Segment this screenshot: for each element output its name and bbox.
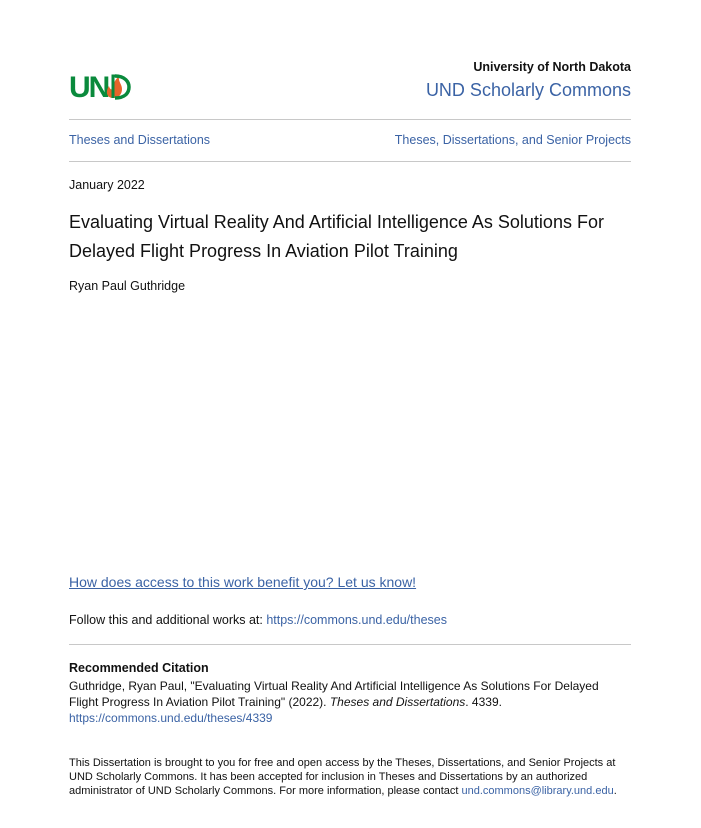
citation-series: Theses and Dissertations xyxy=(329,695,466,709)
benefit-feedback-link[interactable]: How does access to this work benefit you? Let us know! xyxy=(69,574,417,590)
citation-url-link[interactable]: https://commons.und.edu/theses/4339 xyxy=(69,711,273,725)
publication-date: January 2022 xyxy=(69,178,145,192)
und-logo[interactable] xyxy=(69,70,139,102)
citation-heading: Recommended Citation xyxy=(69,661,209,675)
footer-end: . xyxy=(613,785,617,797)
theses-senior-projects-link[interactable]: Theses, Dissertations, and Senior Projects xyxy=(394,133,631,147)
institution-name: University of North Dakota xyxy=(473,60,631,74)
divider-top xyxy=(69,119,631,120)
divider-citation xyxy=(69,644,631,645)
contact-email-link[interactable]: und.commons@library.und.edu xyxy=(461,785,614,797)
und-flame-logo-icon xyxy=(69,70,135,102)
author-name: Ryan Paul Guthridge xyxy=(69,279,186,293)
access-footer xyxy=(69,756,631,798)
follow-url-link[interactable]: https://commons.und.edu/theses xyxy=(266,613,447,627)
footer-text: This Dissertation is brought to you for free and open access by the Theses, Dissertations, and Senior Projects at UND Scholarly Commons. It has been accepted for inclusion in Theses and Dissertations by an authorized administrator of UND Scholarly Commons. For more information, please contact xyxy=(69,757,616,797)
citation-text: Guthridge, Ryan Paul, "Evaluating Virtual Reality And Artificial Intelligence As Solutions For Delayed Flight Progress In Aviation Pilot Training" (2022). xyxy=(69,679,599,709)
cover-page xyxy=(69,0,631,828)
citation-number: . 4339. xyxy=(465,695,502,709)
repository-link[interactable]: UND Scholarly Commons xyxy=(425,80,631,100)
svg-text:UN: UN xyxy=(69,71,109,102)
citation-body xyxy=(69,678,631,726)
theses-dissertations-link[interactable]: Theses and Dissertations xyxy=(69,133,211,147)
divider-nav xyxy=(69,161,631,162)
document-title: Evaluating Virtual Reality And Artificial Intelligence As Solutions For Delayed Flight Progress In Aviation Pilot Training xyxy=(69,212,604,261)
follow-text: Follow this and additional works at: xyxy=(69,613,267,627)
follow-line xyxy=(69,613,447,627)
